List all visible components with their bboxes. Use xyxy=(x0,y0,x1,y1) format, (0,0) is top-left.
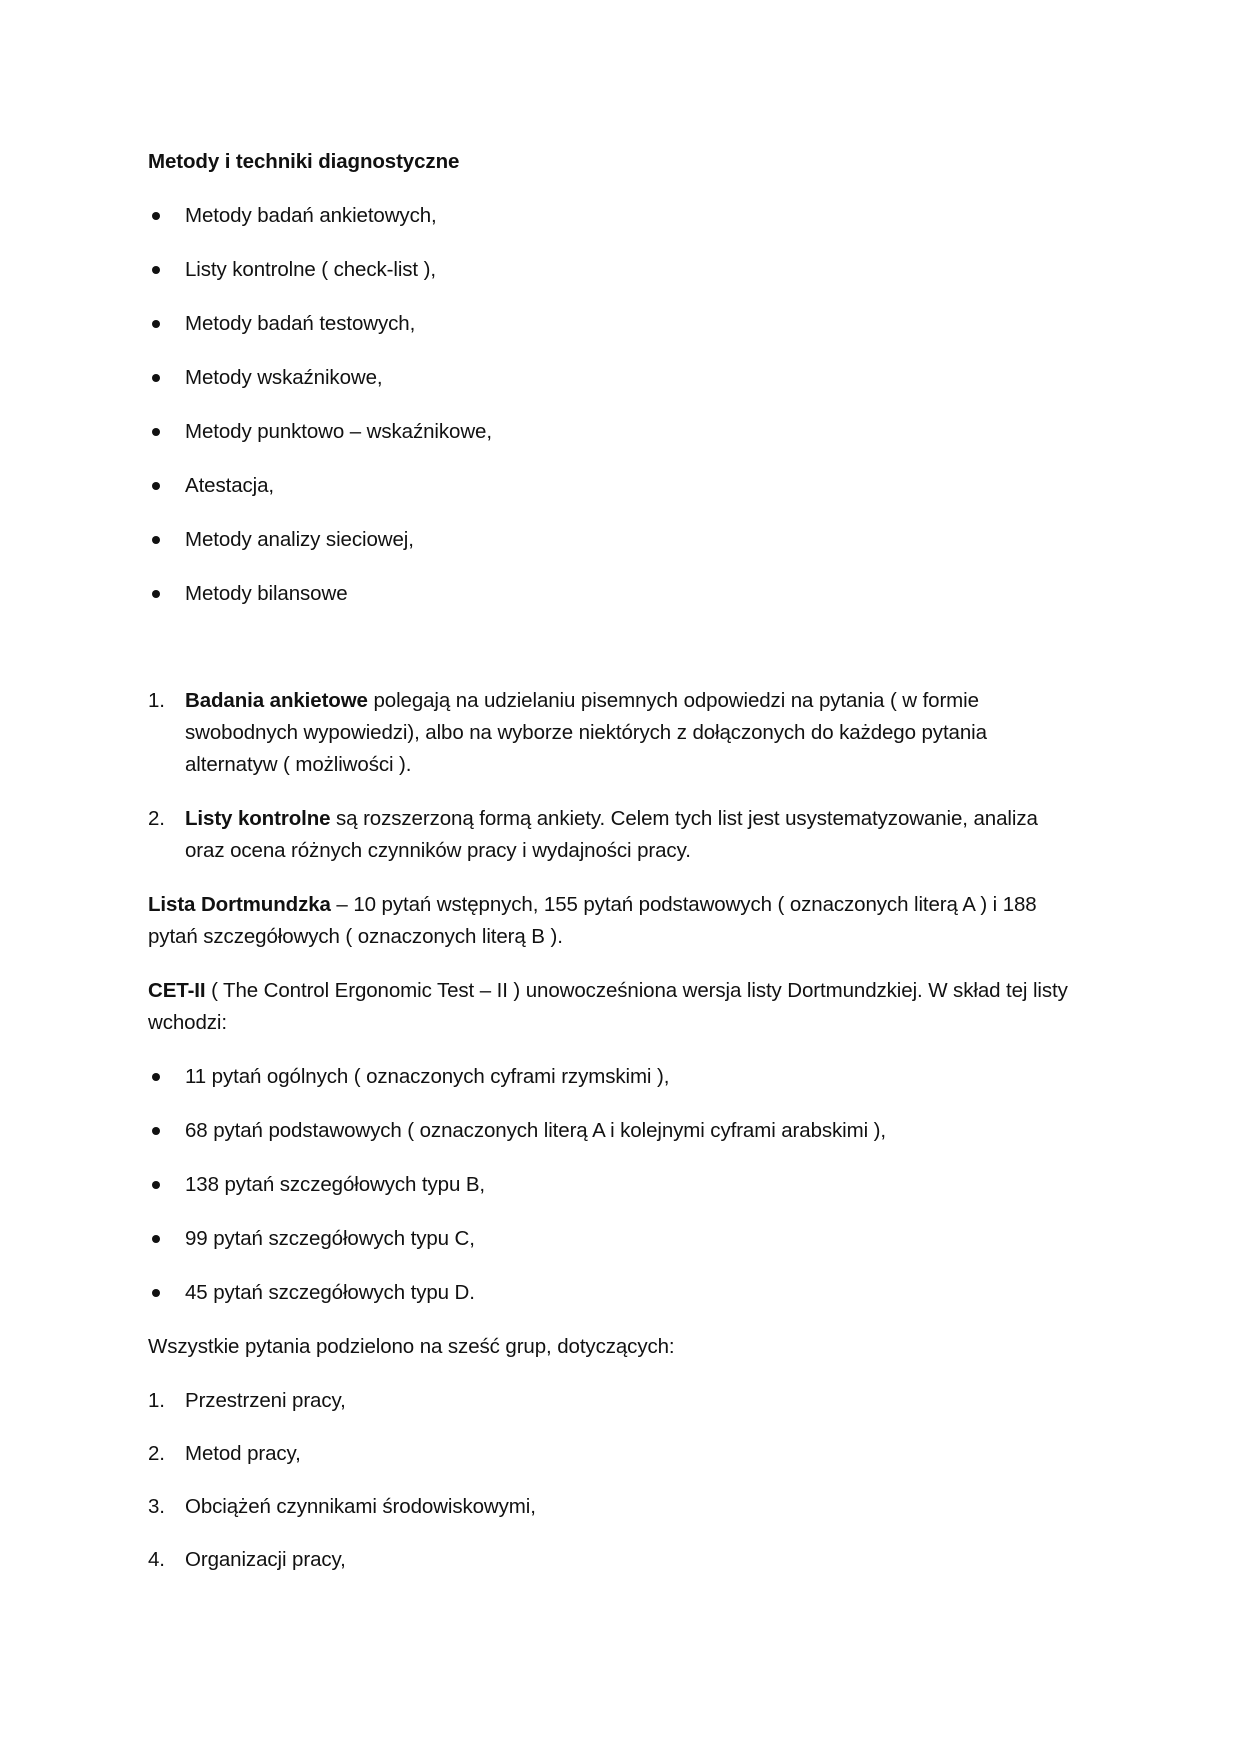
list-item: Metody analizy sieciowej, xyxy=(148,524,1068,556)
list-item: 99 pytań szczegółowych typu C, xyxy=(148,1223,1068,1255)
dortmund-paragraph: Lista Dortmundzka – 10 pytań wstępnych, 155 pytań podstawowych ( oznaczonych literą A ) i 188 pytań szczegółowych ( oznaczonych literą B ). xyxy=(148,893,1037,948)
term-badania-ankietowe: Badania ankietowe xyxy=(185,689,368,712)
list-item: Metody wskaźnikowe, xyxy=(148,362,1068,394)
list-item: 4. Organizacji pracy, xyxy=(148,1548,346,1571)
bullet-icon xyxy=(152,1073,160,1081)
bullet-icon xyxy=(152,212,160,220)
bullet-icon xyxy=(152,320,160,328)
list-item: Listy kontrolne ( check-list ), xyxy=(148,254,1068,286)
list-item: 3. Obciążeń czynnikami środowiskowymi, xyxy=(148,1495,536,1518)
list-item: 2. Listy kontrolne są rozszerzoną formą ankiety. Celem tych list jest usystematyzowanie, analiza oraz ocena różnych czynników pracy i wydajności pracy. xyxy=(148,807,1038,862)
bullet-icon xyxy=(152,266,160,274)
cet-paragraph: CET-II ( The Control Ergonomic Test – II ) unowocześniona wersja listy Dortmundzkiej. W skład tej listy wchodzi: xyxy=(148,979,1068,1034)
methods-list xyxy=(148,200,1068,610)
term-cet-ii: CET-II xyxy=(148,979,206,1002)
descriptions-list xyxy=(148,685,1068,867)
list-item: Metody badań ankietowych, xyxy=(148,200,1068,232)
list-item: Atestacja, xyxy=(148,470,1068,502)
list-item: 45 pytań szczegółowych typu D. xyxy=(148,1277,1068,1309)
bullet-icon xyxy=(152,1127,160,1135)
bullet-icon xyxy=(152,482,160,490)
bullet-icon xyxy=(152,428,160,436)
groups-list xyxy=(148,1385,1068,1576)
list-item: 2. Metod pracy, xyxy=(148,1442,301,1465)
bullet-icon xyxy=(152,1235,160,1243)
bullet-icon xyxy=(152,590,160,598)
document-title: Metody i techniki diagnostyczne xyxy=(148,150,460,173)
list-item: 1. Przestrzeni pracy, xyxy=(148,1389,346,1412)
term-listy-kontrolne: Listy kontrolne xyxy=(185,807,331,830)
list-item: 138 pytań szczegółowych typu B, xyxy=(148,1169,1068,1201)
term-lista-dortmundzka: Lista Dortmundzka xyxy=(148,893,331,916)
bullet-icon xyxy=(152,536,160,544)
cet-list xyxy=(148,1061,1068,1309)
bullet-icon xyxy=(152,374,160,382)
groups-intro: Wszystkie pytania podzielono na sześć grup, dotyczących: xyxy=(148,1335,675,1358)
document-content xyxy=(148,146,1068,1597)
list-item: Metody badań testowych, xyxy=(148,308,1068,340)
list-item: 11 pytań ogólnych ( oznaczonych cyframi rzymskimi ), xyxy=(148,1061,1068,1093)
list-item: Metody punktowo – wskaźnikowe, xyxy=(148,416,1068,448)
bullet-icon xyxy=(152,1289,160,1297)
bullet-icon xyxy=(152,1181,160,1189)
list-item: 68 pytań podstawowych ( oznaczonych literą A i kolejnymi cyframi arabskimi ), xyxy=(148,1115,1068,1147)
list-item: 1. Badania ankietowe polegają na udzielaniu pisemnych odpowiedzi na pytania ( w formie swobodnych wypowiedzi), albo na wyborze niektórych z dołączonych do każdego pytania alternatyw ( możliwości ). xyxy=(148,689,987,776)
list-item: Metody bilansowe xyxy=(148,578,1068,610)
